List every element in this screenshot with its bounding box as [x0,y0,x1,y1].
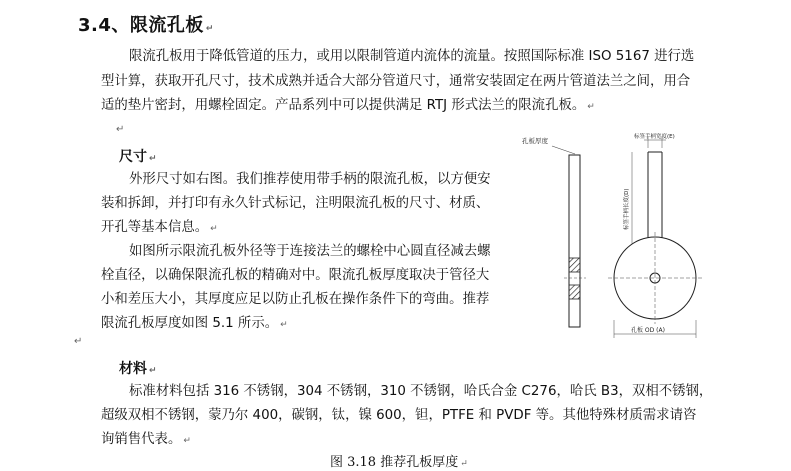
size-line-3: 开孔等基本信息。 ↵ [101,220,218,235]
material-heading: 材料 ↵ [119,361,157,377]
material-line-2: 超级双相不锈钢，蒙乃尔 400，碳钢，钛，镍 600，钽，PTFE 和 PVDF 等。其他特殊材质需求请咨 [101,408,697,423]
material-line-1: 标准材料包括 316 不锈钢，304 不锈钢，310 不锈钢，哈氏合金 C276，哈氏 B3，双相不锈钢， [129,384,713,399]
size-line-1: 外形尺寸如右图。我们推荐使用带手柄的限流孔板，以方便安 [129,172,491,187]
size-line-7: 限流孔板厚度如图 5.1 所示。 ↵ [101,316,288,331]
paragraph-mark: ↵ [149,366,157,376]
size-line-5: 栓直径，以确保限流孔板的精确对中。限流孔板厚度取决于管径大 [101,268,490,283]
paragraph-mark: ↵ [149,154,157,164]
section-heading-text: 3.4、限流孔板 [78,15,204,36]
size-heading: 尺寸 ↵ [119,149,157,165]
intro-line-1: 限流孔板用于降低管道的压力，或用以限制管道内流体的流量。按照国际标准 ISO 5167 进行选 [129,49,695,64]
handle-width-label: 标签手柄宽度(E) [634,134,675,140]
paragraph-mark: ↵ [116,124,125,135]
paragraph-mark: ↵ [280,320,288,330]
section-heading [78,11,214,37]
material-line-3: 询销售代表。 ↵ [101,432,191,447]
paragraph-mark: ↵ [74,336,83,347]
plate-side-view [569,155,580,327]
orifice-plate-drawing [520,130,720,345]
figure-caption: 图 3.18 推荐孔板厚度 ↵ [330,455,468,470]
thickness-leader [552,146,575,154]
size-line-6: 小和差压大小，其厚度应足以防止孔板在操作条件下的弯曲。推荐 [101,292,490,307]
paragraph-mark: ↵ [205,24,214,34]
intro-line-3: 适的垫片密封，用螺栓固定。产品系列中可以提供满足 RTJ 形式法兰的限流孔板。 ↵ [101,98,595,113]
paragraph-mark: ↵ [183,436,191,446]
thickness-label: 孔板厚度 [522,137,548,145]
hatched-section-upper [569,258,580,272]
od-label: 孔板 OD (A) [631,327,665,334]
paragraph-mark: ↵ [587,102,595,112]
handle-length-label: 标签手柄长度(D) [624,188,630,230]
paragraph-mark: ↵ [210,224,218,234]
size-line-2: 装和拆卸，并打印有永久针式标记，注明限流孔板的尺寸、材质、 [101,196,490,211]
intro-line-2: 型计算，获取开孔尺寸，技术成熟并适合大部分管道尺寸，通常安装固定在两片管道法兰之间，用合 [101,74,691,89]
paragraph-mark: ↵ [460,459,468,469]
hatched-section-lower [569,285,580,299]
size-line-4: 如图所示限流孔板外径等于连接法兰的螺栓中心圆直径减去螺 [129,244,491,259]
